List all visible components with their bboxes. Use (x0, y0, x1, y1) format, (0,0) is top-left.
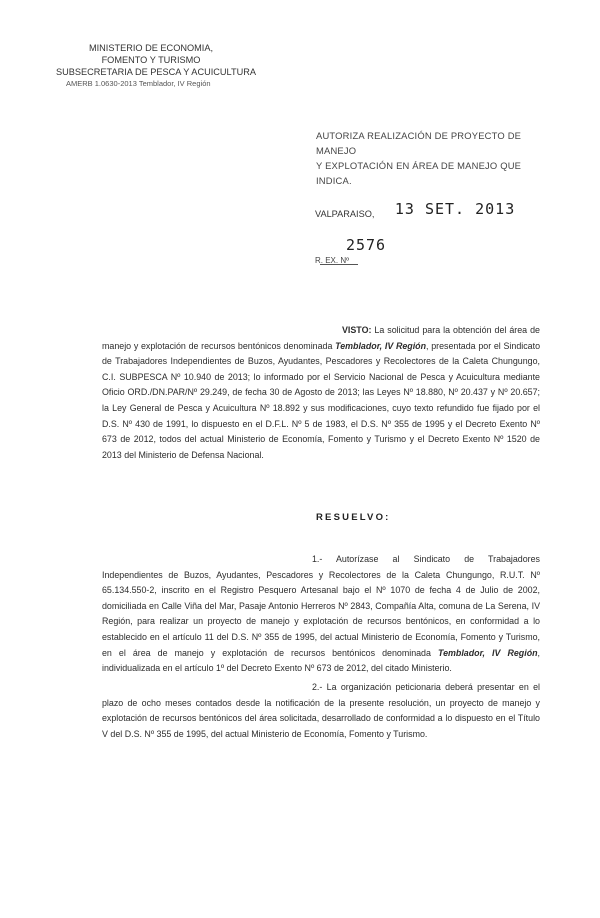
area-name: Temblador, IV Región (335, 340, 427, 351)
subject-line-1: AUTORIZA REALIZACIÓN DE PROYECTO DE MANEJO (316, 130, 522, 156)
ministry-name: MINISTERIO DE ECONOMIA, (88, 43, 214, 53)
issuer-header (56, 42, 256, 90)
visto-paragraph (102, 323, 540, 463)
resolution-item-1 (102, 552, 540, 677)
subject-line-2: Y EXPLOTACIÓN EN ÁREA DE MANEJO QUE INDICA. (316, 160, 522, 186)
resolution-item-2: 2.- La organización peticionaria deberá presentar en el plazo de ocho meses contados desde la notificación de la presente resolución, un proyecto de manejo y explotación de recursos bentónicos del área solicitada, desarrollado de conformidad a lo dispuesto en el Título V del D.S. Nº 355 de 1995, del actual Ministerio de Economía, Fomento y Turismo. (102, 682, 540, 739)
resolution-number (315, 236, 402, 265)
item1-text-2: , individualizada en el artículo 1º del Decreto Exento Nº 673 de 2012, del citado Ministerio. (102, 647, 541, 674)
visto-text-2: , presentada por el Sindicato de Trabajadores Independientes de Buzos, Ayudantes, Pescadores y Recolectores de la Caleta Chungungo, C.I. SUBPESCA Nº 10.940 de 2013; lo informado por el Servicio Nacional de Pesca y Acuicultura mediante Oficio ORD./DN.PAR/Nº 29.249, de fecha 30 de Agosto de 2013; las Leyes Nº 18.880, Nº 20.437 y Nº 20.657; la Ley General de Pesca y Acuicultura Nº 18.892 y sus modificaciones, cuyo texto refundido fue fijado por el D.S. Nº 430 de 1991, lo dispuesto en el D.F.L. Nº 5 de 1983, el D.S. Nº 355 de 1995 y el Decreto Exento Nº 673 de 2012, todos del actual Ministerio de Economía, Fomento y Turismo y el Decreto Exento Nº 1520 de 2013 del Ministerio de Defensa Nacional. (102, 340, 541, 460)
city: VALPARAISO, (315, 209, 375, 219)
item1-text-1: 1.- Autorízase al Sindicato de Trabajadores Independientes de Buzos, Ayudantes, Pescadores y Recolectores de la Caleta Chungungo, R.U.T. Nº 65.134.550-2, inscrito en el Registro Pesquero Artesanal bajo el Nº 1070 de fecha 4 de Julio de 2002, domiciliada en Calle Viña del Mar, Pasaje Antonio Herreros Nº 2843, Compañía Alta, comuna de La Serena, IV Región, para realizar un proyecto de manejo y explotación de recursos bentónicos, en conformidad a lo establecido en el artículo 11 del D.S. Nº 355 de 1995, del actual Ministerio de Economía, Fomento y Turismo, en el área de manejo y explotación de recursos bentónicos denominada (102, 554, 540, 658)
visto-keyword: VISTO: (342, 325, 372, 335)
date-stamp: 13 SET. 2013 (394, 200, 516, 218)
resuelvo-heading: RESUELVO: (316, 512, 391, 523)
undersecretariat: SUBSECRETARIA DE PESCA Y ACUICULTURA (56, 67, 256, 77)
place-date (315, 200, 515, 219)
item1-area-name: Temblador, IV Región (437, 647, 538, 658)
ministry-name-2: FOMENTO Y TURISMO (101, 55, 201, 65)
resolution-number-stamp: 2576 (345, 236, 387, 254)
visto-text-1: La solicitud para la obtención del área de manejo y explotación de recursos bentónicos denominada (102, 325, 540, 351)
number-underline (320, 264, 358, 265)
subject-heading (316, 128, 556, 188)
file-reference: AMERB 1.0630-2013 Temblador, IV Región (66, 79, 211, 88)
resolution-label: R. EX. Nº (315, 256, 350, 265)
